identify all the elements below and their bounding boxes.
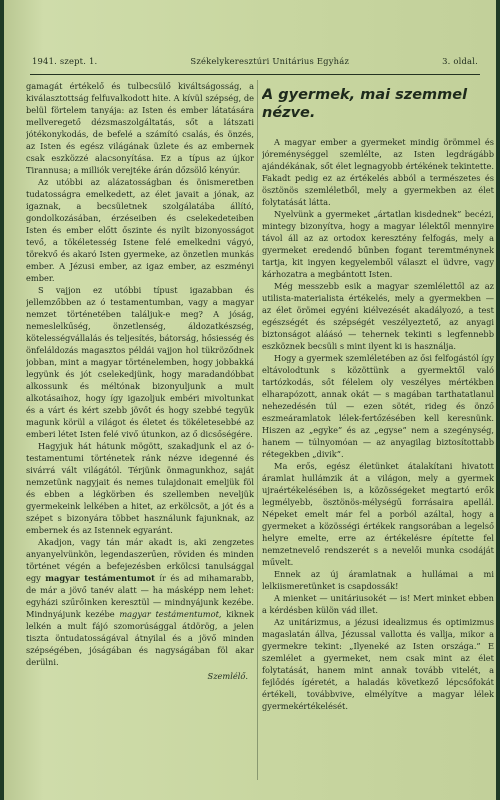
paragraph: Az utóbbi az alázatosságban és önismeretben tudatosságra emelkedett, az élet javait a jónak, az igaznak, a becsületnek szolgálatába állító, gondolkozásában, érzéseiben és cselekedeteiben Isten és ember előtt őszinte és nyilt bizonyosságot tevő, a tökéletesség Istene felé emelkedni vágyó, törekvő és akaró Isten gyermeke, az önzetlen munkás ember. A Jézusi ember, az igaz ember, az eszményi ember. <box>26 177 254 283</box>
text-run: , kiknek lelkén a mult fájó szomorúsággal átdörög, a jelen tiszta öntudatosságával átnyilal és a jövő minden szépségében, jóságában és nagyságában föl akar derülni. <box>26 609 254 667</box>
publication-name: Székelykeresztúri Unitárius Egyház <box>190 56 350 66</box>
header-rule <box>30 74 480 75</box>
italic-text: magyar testámentumot <box>119 609 219 619</box>
author-signature: Szemlélő. <box>207 671 248 681</box>
paragraph: A magyar ember a gyermeket mindig örömmel és jóreménységgel szemlélte, az Isten legdrágább ajándékának, sőt élet legnagyobb értékének tekintette. Fakadt pedig ez az értékelés abból a természetes és ösztönös szemléletből, mely a gyermekben az élet folytatását látta. <box>262 137 494 207</box>
paragraph: A mienket — unitáriusokét — is! Mert minket ebben a kérdésben külön vád illet. <box>262 593 494 615</box>
text-run: Akadjon, vagy tán már akadt is, aki zengzetes anyanyelvünkön, legendaszerűen, röviden és minden történet végén a befejezésben erkölcsi tanulsággal egy <box>26 537 254 583</box>
text-run: ír és ad mihamarabb, de már a jövő tanév alatt — ha másképp nem lehet: egyházi szűrőinken keresztül — mindnyájunk kezébe. Mindnyájunk kezébe <box>26 573 254 619</box>
paragraph: Hogy a gyermek szemléletében az ősi felfogástól így eltávolodtunk s közöttünk a gyermektől való tartózkodás, sőt félelem oly veszélyes mértékben elharapózott, annak okát — s magában tarthatatlanul nehezedésén túl — ezen sötét, rideg és önző eszmeáramlatok lélek-fertőzésében kell keresnünk. Hiszen az „egyke” és az „egyse” nem a szegénység, hanem — túlnyomóan — az anyagilag biztosítottabb rétegekben „divik”. <box>262 353 494 459</box>
paragraph: gamagát értékelő és tulbecsülő kiváltságosság, a kiválasztottság felfuvalkodott hite. A kívül szépség, de belül förtelem tanyája: az Isten és ember látatására mellveregető dézsmaszolgáltatás, sőt a látszati jótékonykodás, de befelé a számító csalás, és önzés, az Isten és egész világának üzlete és az embernek csak eszközzé alacsonyítása. Ez a típus az újkor Tirannusa; a milliók verejtéke árán dőzsölő kényúr. <box>26 81 254 175</box>
paragraph: Ennek az új áramlatnak a hullámai a mi lelkiismeretünket is csapdossák! <box>262 569 494 591</box>
paragraph: Hagyjuk hát hátunk mögött, szakadjunk el az ó-testamentumi történetek ránk nézve idegenné és sivárrá vált világától. Térjünk önmagunkhoz, saját nemzetünk nagyjait és nemes tulajdonait emeljük föl és ebben a légkörben és szellemben neveljük gyermekeink lelkében a hitet, az erkölcsöt, a jót és a szépet s bizonyára többet használunk fajunknak, az embernek és az Istennek egyaránt. <box>26 441 254 535</box>
paragraph: Az unitárizmus, a jézusi idealizmus és optimizmus magaslatán állva, Jézussal vallotta és vallja, mikor a gyermekre tekint: „Ilyeneké az Isten országa.” E szemlélet a gyermeket, nem csak mint az élet folytatását, hanem mint annak tovább vitelét, a fejlődés ígéretét, a haladás következő lépcsőfokát értékeli, továbbvive, elmélyítve a magyar lélek gyermekértékelését. <box>262 617 494 711</box>
article-title: A gyermek, mai szemmel nézve. <box>262 87 468 121</box>
page-header <box>32 56 478 72</box>
bold-text: magyar testámentumot <box>45 573 155 583</box>
paragraph <box>26 536 254 668</box>
newspaper-page <box>4 0 496 800</box>
paragraph: Ma erős, egész életünket átalakítani hivatott áramlat hullámzik át a világon, mely a gyermek ujraértékelésében is, a közösségeket megtartó erők legmélyebb, ösztönös-mélységű forrásaira apellál. Népeket emelt már fel a porból azáltal, hogy a gyermeket a közösségi értékek rangsorában a legelső helyre emelte, erre az értékelésre építette fel nemzetnevelő rendszerét s a nevelői munka csodáját művelt. <box>262 461 494 567</box>
paragraph: Nyelvünk a gyermeket „ártatlan kisdednek” becézi, mintegy bizonyítva, hogy a magyar lélektől mennyire távol áll az az ortodox keresztény felfogás, mely a gyermeket eredendő bűnben fogant teremtménynek tartja, kit ingyen kegyelemből választ el üdvre, vagy kárhozatra a megbántott Isten. <box>262 209 494 279</box>
right-column <box>262 80 494 794</box>
issue-date: 1941. szept. 1. <box>32 56 98 66</box>
column-divider <box>257 80 258 780</box>
page-number: 3. oldal. <box>442 56 478 66</box>
paragraph: Még messzebb esik a magyar szemlélettől az az utilista-materialista értékelés, mely a gyermekben — az élet örömei egyéni kiélvezését akadályozó, a test egészségét és szépségét veszélyeztető, az anyagi biztonságot aláásó — tehernek tekinti s legfennebb eszköznek becsüli s mint ilyent ki is használja. <box>262 281 494 351</box>
paragraph: S vajjon ez utóbbi típust igazabban és jellemzőbben az ó testamentumban, vagy a magyar nemzet történetében találjuk-e meg? A jóság, nemeslelkűség, önzetlenség, áldozatkészség, kötelességvállalás és teljesítés, bátorság, hősiesség és önfeláldozás magasztos példái vajjon hol tükröződnek jobban, mint a magyar történelemben, hogy jobbakká legyünk és jót cselekedjünk, hogy maradandóbbat alkossunk és méltónak bizonyuljunk a mult alkotásaihoz, hogy így igazoljuk embéri mivoltunkat és a várt és kért szebb jövőt és hogy szebbé tegyük magunk körül a világot és életet és tökéletesebbé az emberi létet Isten felé vivő útunkon, az ő dicsőségére. <box>26 285 254 439</box>
left-column <box>26 80 254 794</box>
